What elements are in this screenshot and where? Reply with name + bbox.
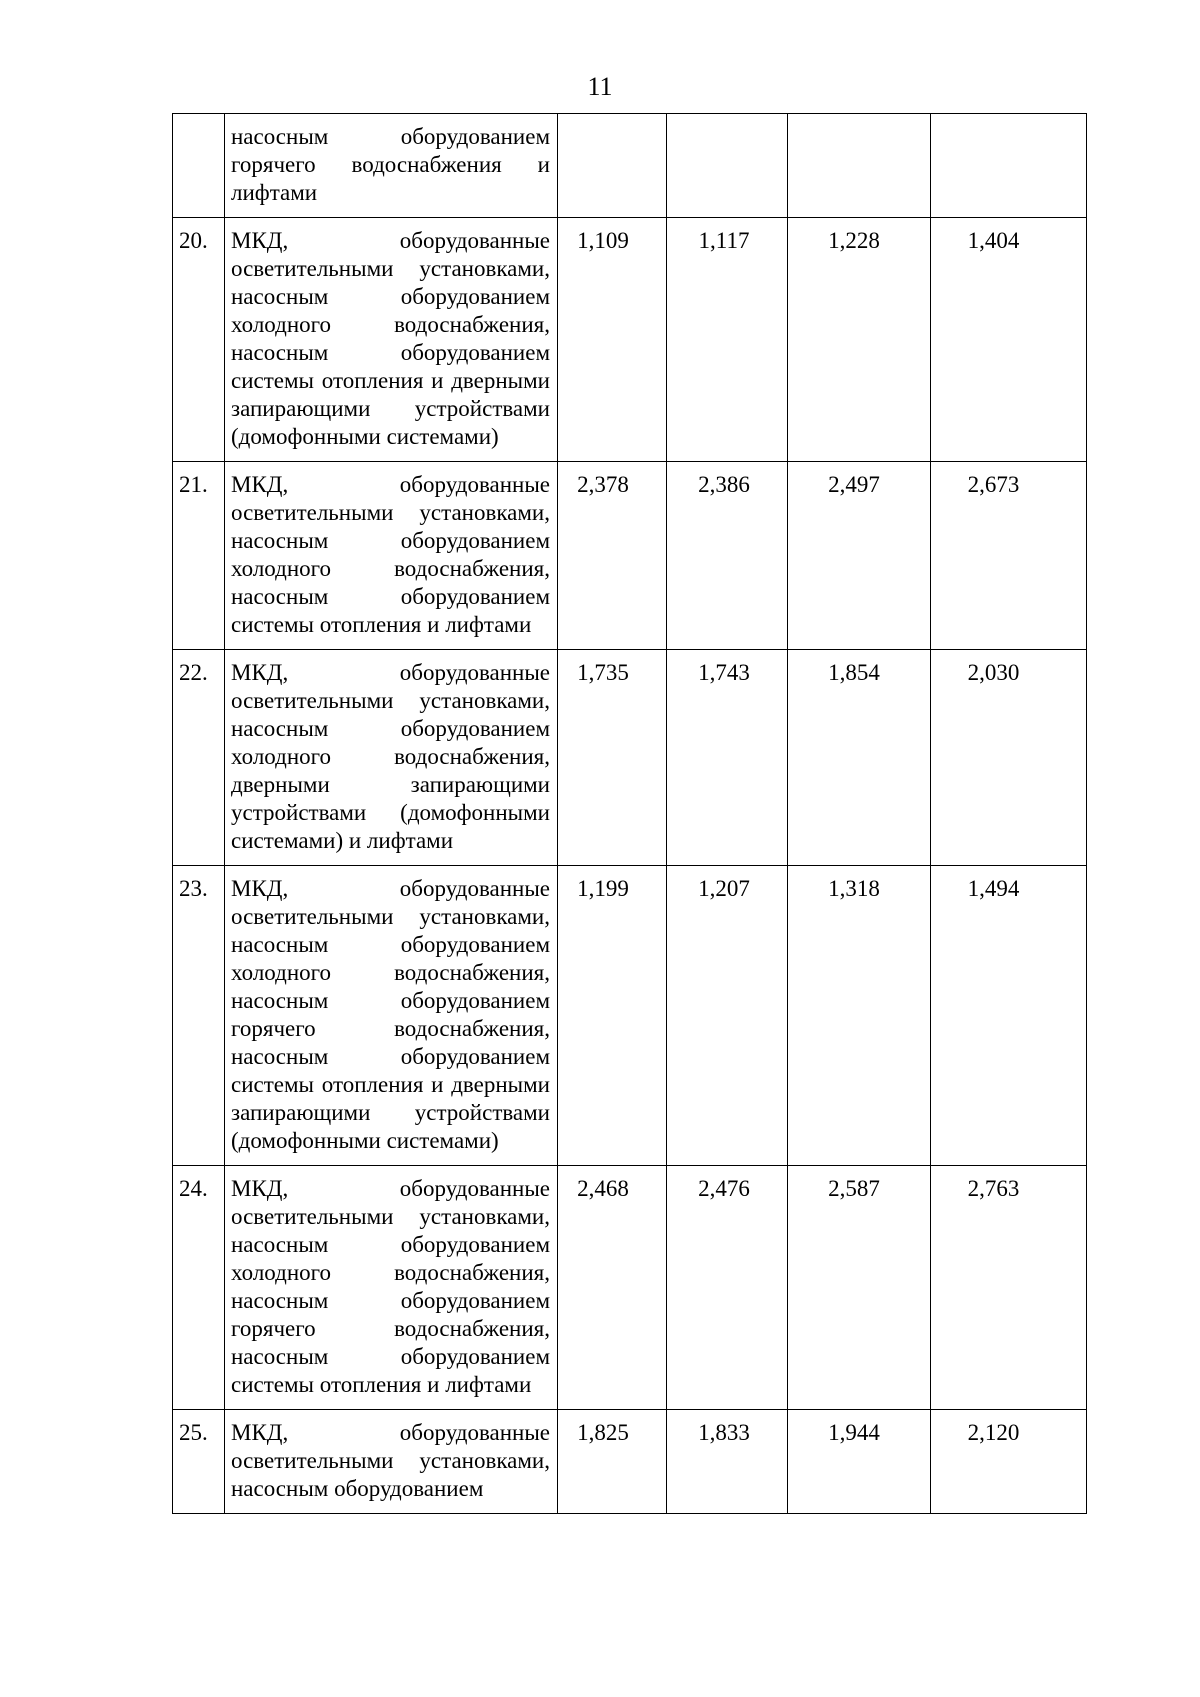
- row-value-2: 2,386: [667, 462, 788, 650]
- row-value-2: 1,833: [667, 1410, 788, 1514]
- row-number: [173, 114, 225, 218]
- row-description: МКД, оборудованные осветительными установками, насосным оборудованием холодного водоснабжения, насосным оборудованием системы отопления и дверными запирающими устройствами (домофонными системами): [225, 218, 558, 462]
- row-value-3: 2,587: [788, 1166, 931, 1410]
- row-value-2: 1,207: [667, 866, 788, 1166]
- table-row: [173, 114, 1087, 218]
- row-value-3: 1,854: [788, 650, 931, 866]
- row-description: МКД, оборудованные осветительными установками, насосным оборудованием холодного водоснабжения, насосным оборудованием системы отопления и лифтами: [225, 462, 558, 650]
- row-description: насосным оборудованием горячего водоснабжения и лифтами: [225, 114, 558, 218]
- row-number: 24.: [173, 1166, 225, 1410]
- row-number: 23.: [173, 866, 225, 1166]
- row-value-1: 1,825: [558, 1410, 667, 1514]
- row-value-4: 2,763: [931, 1166, 1087, 1410]
- row-value-3: 1,318: [788, 866, 931, 1166]
- row-value-1: 2,378: [558, 462, 667, 650]
- row-value-2: 1,743: [667, 650, 788, 866]
- row-value-1: 1,199: [558, 866, 667, 1166]
- table-row: [173, 218, 1087, 462]
- tariff-table: [172, 113, 1087, 1514]
- table-row: [173, 1410, 1087, 1514]
- row-number: 20.: [173, 218, 225, 462]
- row-number: 25.: [173, 1410, 225, 1514]
- row-value-1: 1,109: [558, 218, 667, 462]
- row-value-1: 2,468: [558, 1166, 667, 1410]
- row-value-2: 1,117: [667, 218, 788, 462]
- row-value-4: 1,494: [931, 866, 1087, 1166]
- table-row: [173, 1166, 1087, 1410]
- row-description: МКД, оборудованные осветительными установками, насосным оборудованием: [225, 1410, 558, 1514]
- row-value-3: 2,497: [788, 462, 931, 650]
- table-row: [173, 866, 1087, 1166]
- row-value-4: 2,030: [931, 650, 1087, 866]
- row-value-2: [667, 114, 788, 218]
- row-value-4: 1,404: [931, 218, 1087, 462]
- page-number: 11: [587, 72, 613, 101]
- row-value-4: 2,120: [931, 1410, 1087, 1514]
- row-description: МКД, оборудованные осветительными установками, насосным оборудованием холодного водоснабжения, насосным оборудованием горячего водоснабжения, насосным оборудованием системы отопления и лифтами: [225, 1166, 558, 1410]
- table-row: [173, 650, 1087, 866]
- row-value-3: [788, 114, 931, 218]
- row-number: 21.: [173, 462, 225, 650]
- row-value-4: [931, 114, 1087, 218]
- row-description: МКД, оборудованные осветительными установками, насосным оборудованием холодного водоснабжения, дверными запирающими устройствами (домофонными системами) и лифтами: [225, 650, 558, 866]
- table-row: [173, 462, 1087, 650]
- row-value-2: 2,476: [667, 1166, 788, 1410]
- row-number: 22.: [173, 650, 225, 866]
- row-value-1: [558, 114, 667, 218]
- row-value-4: 2,673: [931, 462, 1087, 650]
- row-value-3: 1,944: [788, 1410, 931, 1514]
- row-description: МКД, оборудованные осветительными установками, насосным оборудованием холодного водоснабжения, насосным оборудованием горячего водоснабжения, насосным оборудованием системы отопления и дверными запирающими устройствами (домофонными системами): [225, 866, 558, 1166]
- row-value-1: 1,735: [558, 650, 667, 866]
- row-value-3: 1,228: [788, 218, 931, 462]
